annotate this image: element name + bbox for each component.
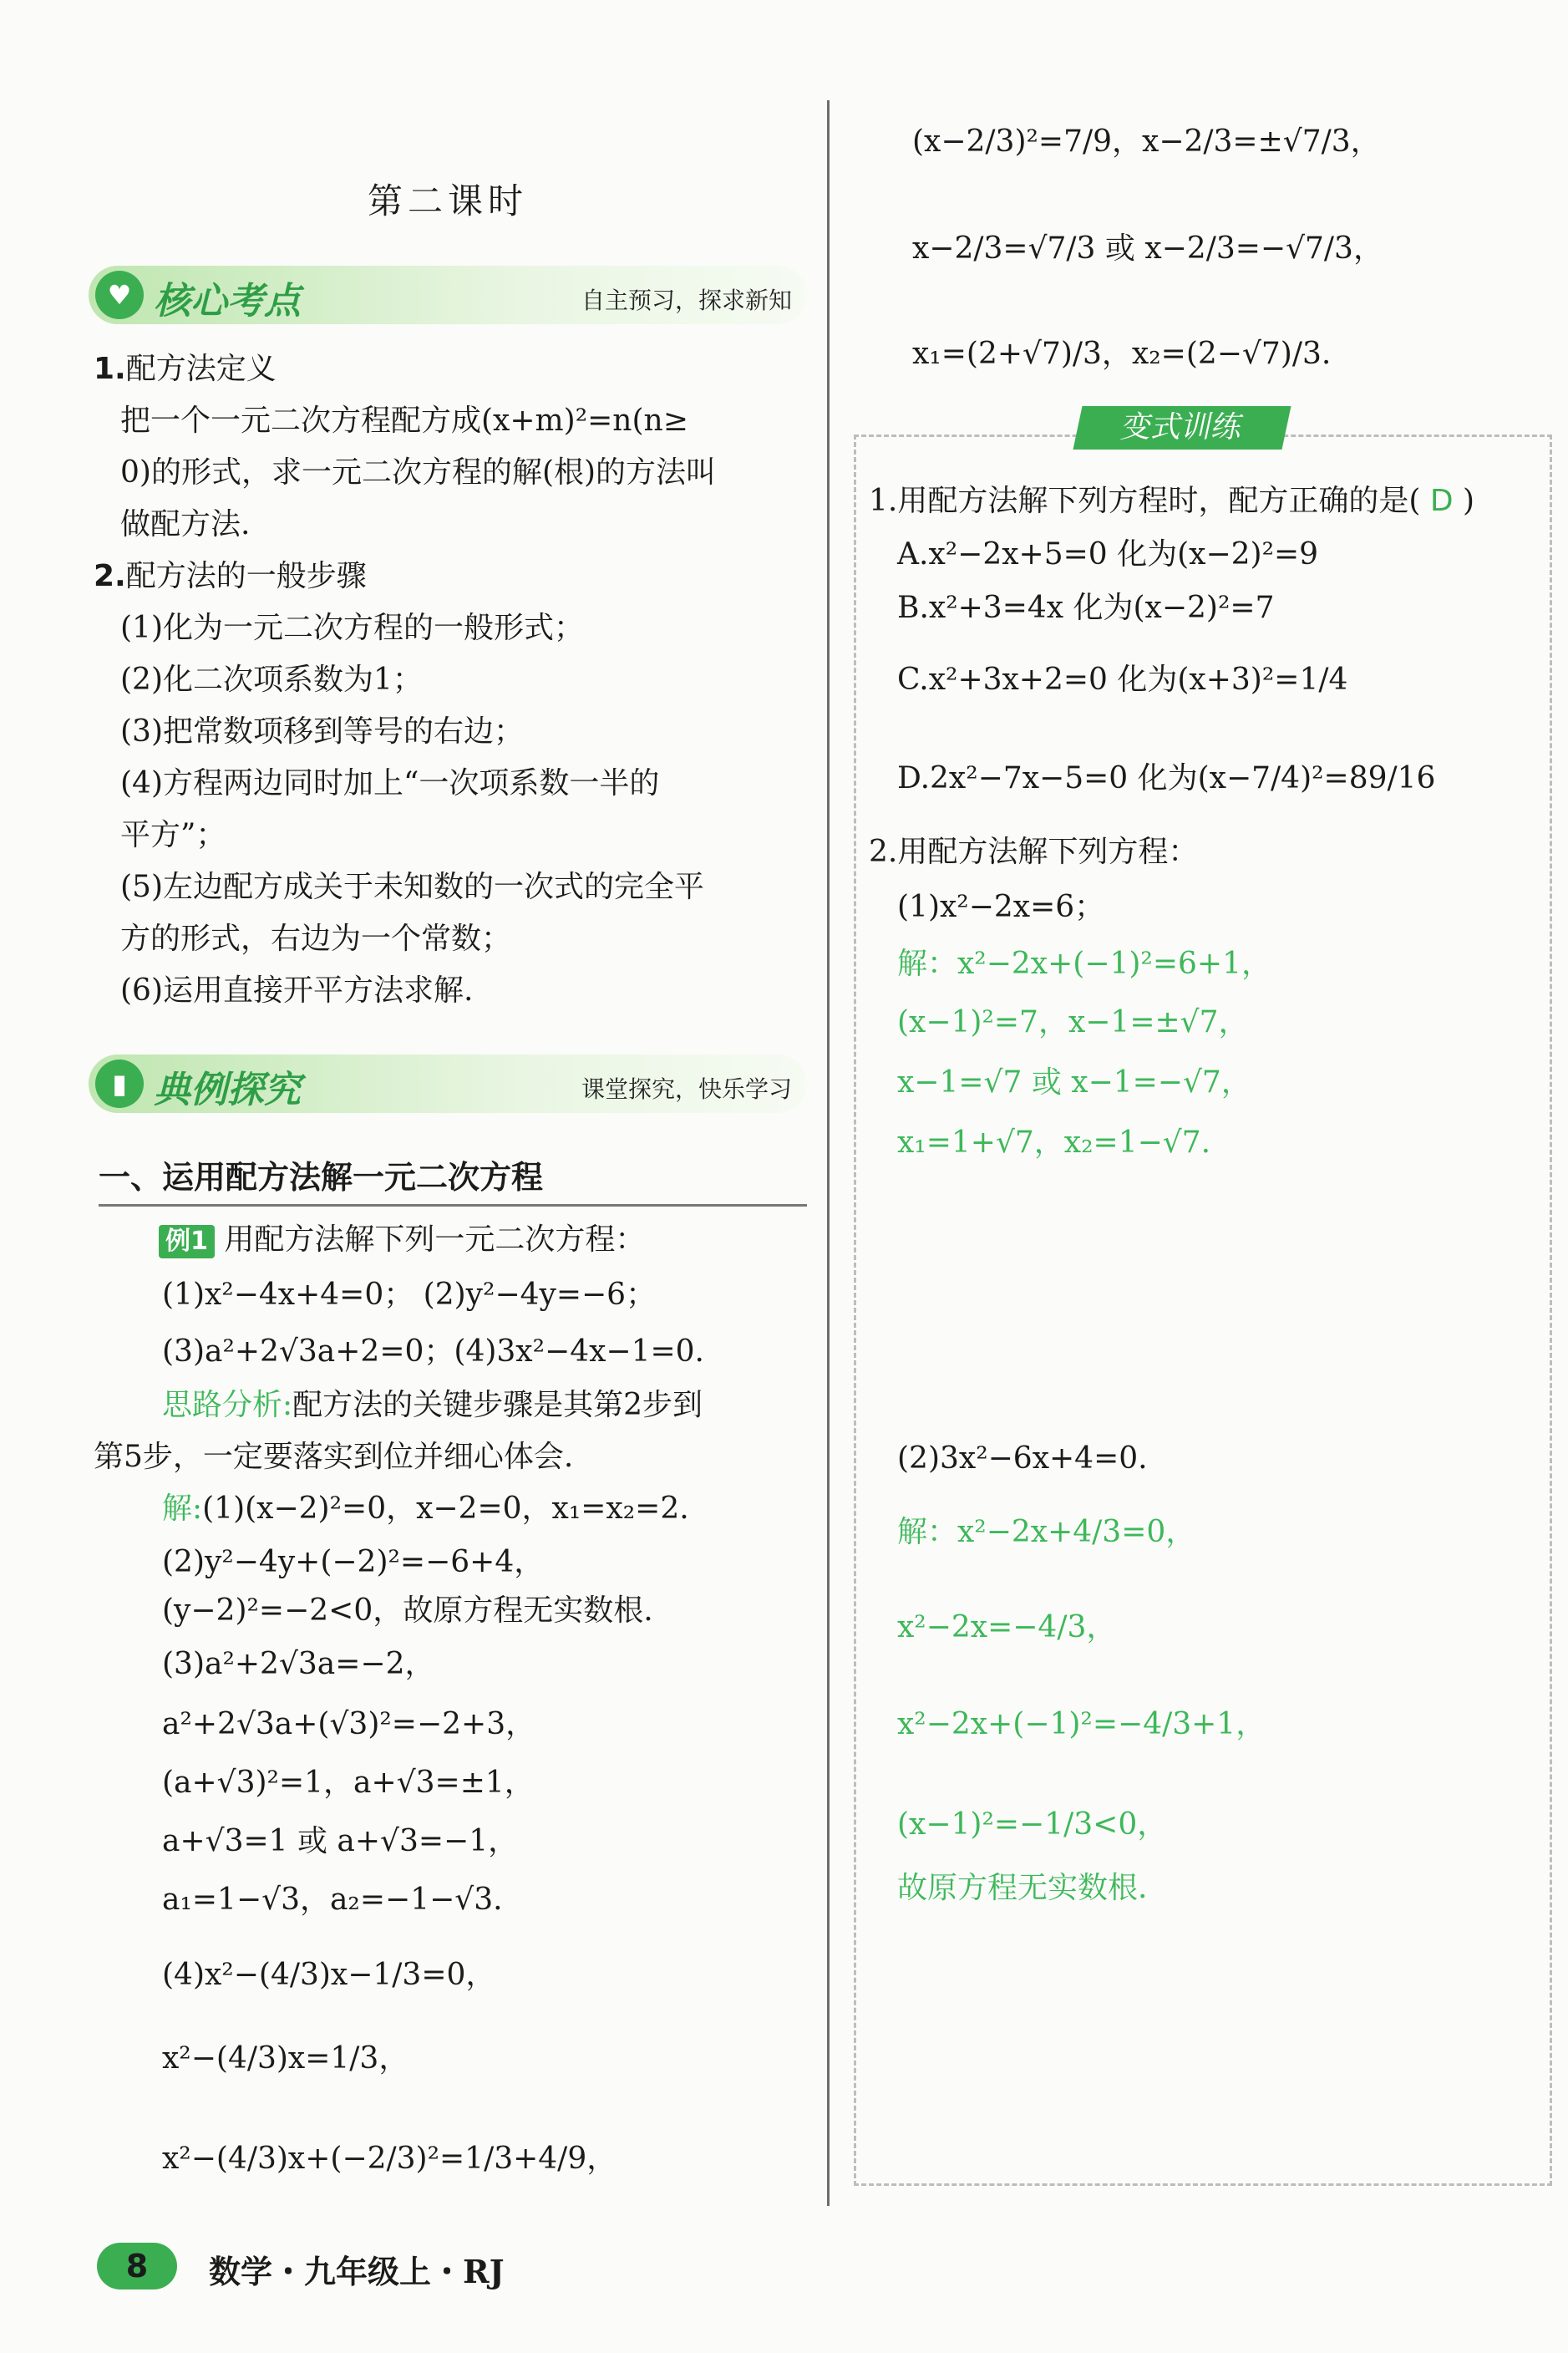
practice-label: 变式训练	[1073, 406, 1291, 450]
option-d: D.2x²−7x−5=0 化为(x−7/4)²=89/16	[897, 761, 1436, 795]
banner-title: 核心考点	[154, 280, 301, 323]
p2-solution: x²−2x+(−1)²=−4/3+1，	[897, 1707, 1266, 1741]
solution-line: x²−(4/3)x+(−2/3)²=1/3+4/9，	[162, 2142, 617, 2176]
step-text: 方的形式，右边为一个常数；	[120, 922, 512, 956]
book-info: 数学・九年级上・RJ	[209, 2253, 505, 2290]
solution-line: (2)y²−4y+(−2)²=−6+4，	[162, 1545, 545, 1579]
solution-line: (y−2)²=−2<0，故原方程无实数根.	[162, 1593, 653, 1628]
p2-solution: x²−2x=−4/3，	[897, 1610, 1117, 1644]
option-c: C.x²+3x+2=0 化为(x+3)²=1/4	[897, 663, 1348, 697]
heart-icon: ♥	[95, 271, 144, 319]
step-text: (4)方程两边同时加上“一次项系数一半的	[120, 766, 660, 800]
solution-line: (a+√3)²=1，a+√3=±1，	[162, 1766, 535, 1800]
solution-line: a+√3=1 或 a+√3=−1，	[162, 1824, 519, 1858]
practice-question-2: 2.用配方法解下列方程：	[869, 835, 1199, 869]
problem-2: (2)3x²−6x+4=0.	[897, 1441, 1148, 1476]
point-text: 把一个一元二次方程配方成(x+m)²=n(n≥	[120, 404, 688, 438]
analysis-line: 思路分析:配方法的关键步骤是其第2步到	[162, 1388, 703, 1422]
p2-solution: (x−1)²=−1/3<0，	[897, 1807, 1168, 1842]
lesson-title: 第二课时	[368, 180, 529, 221]
page-number: 8	[97, 2243, 177, 2289]
continued-line: x−2/3=√7/3 或 x−2/3=−√7/3，	[912, 231, 1383, 266]
example-badge: 例1	[159, 1225, 215, 1258]
example-line: (3)a²+2√3a+2=0；(4)3x²−4x−1=0.	[162, 1334, 704, 1369]
solution-line: a²+2√3a+(√3)²=−2+3，	[162, 1707, 536, 1741]
continued-line: (x−2/3)²=7/9，x−2/3=±√7/3，	[912, 125, 1381, 159]
p1-solution: x₁=1+√7，x₂=1−√7.	[897, 1126, 1211, 1160]
step-text: (1)化为一元二次方程的一般形式；	[120, 611, 584, 645]
banner-title: 典例探究	[154, 1069, 301, 1111]
option-a: A.x²−2x+5=0 化为(x−2)²=9	[897, 537, 1319, 572]
analysis-line-2: 第5步，一定要落实到位并细心体会.	[94, 1440, 574, 1474]
example-line: (1)x²−4x+4=0； (2)y²−4y=−6；	[162, 1278, 657, 1312]
point-heading-1: 1.配方法定义	[94, 352, 277, 386]
banner-subtitle: 课堂探究，快乐学习	[581, 1075, 792, 1103]
q1-answer: D	[1429, 484, 1454, 518]
p2-solution: 解：x²−2x+4/3=0，	[897, 1515, 1196, 1549]
step-text: (2)化二次项系数为1；	[120, 663, 423, 697]
p1-solution: (x−1)²=7，x−1=±√7，	[897, 1005, 1249, 1039]
option-b: B.x²+3=4x 化为(x−2)²=7	[897, 591, 1275, 625]
banner-subtitle: 自主预习，探求新知	[581, 287, 792, 314]
step-text: 平方”；	[120, 818, 226, 852]
solution-line: (4)x²−(4/3)x−1/3=0，	[162, 1958, 496, 1992]
point-heading-2: 2.配方法的一般步骤	[94, 559, 367, 593]
point-text: 做配方法.	[120, 507, 251, 541]
example-prompt: 例1 用配方法解下列一元二次方程：	[159, 1220, 645, 1260]
step-text: (3)把常数项移到等号的右边；	[120, 714, 524, 749]
solution-line: (3)a²+2√3a=−2，	[162, 1647, 435, 1681]
section-heading: 一、运用配方法解一元二次方程	[99, 1151, 807, 1207]
chart-icon: ▮	[95, 1060, 144, 1108]
problem-1: (1)x²−2x=6；	[897, 890, 1105, 924]
p1-solution: 解：x²−2x+(−1)²=6+1，	[897, 947, 1271, 981]
p2-solution: 故原方程无实数根.	[897, 1871, 1148, 1905]
p1-solution: x−1=√7 或 x−1=−√7，	[897, 1065, 1251, 1100]
solution-line: x²−(4/3)x=1/3，	[162, 2041, 409, 2076]
point-text: 0)的形式，求一元二次方程的解(根)的方法叫	[120, 455, 717, 490]
solution-line: a₁=1−√3，a₂=−1−√3.	[162, 1883, 503, 1917]
column-divider	[827, 100, 830, 2206]
step-text: (6)运用直接开平方法求解.	[120, 973, 474, 1008]
examples-banner	[89, 1055, 807, 1113]
step-text: (5)左边配方成关于未知数的一次式的完全平	[120, 870, 704, 904]
core-points-banner	[89, 266, 807, 324]
solution-line: 解:(1)(x−2)²=0，x−2=0，x₁=x₂=2.	[162, 1492, 689, 1526]
continued-line: x₁=(2+√7)/3，x₂=(2−√7)/3.	[912, 337, 1332, 371]
practice-question-1: 1.用配方法解下列方程时，配方正确的是( D )	[869, 484, 1475, 518]
